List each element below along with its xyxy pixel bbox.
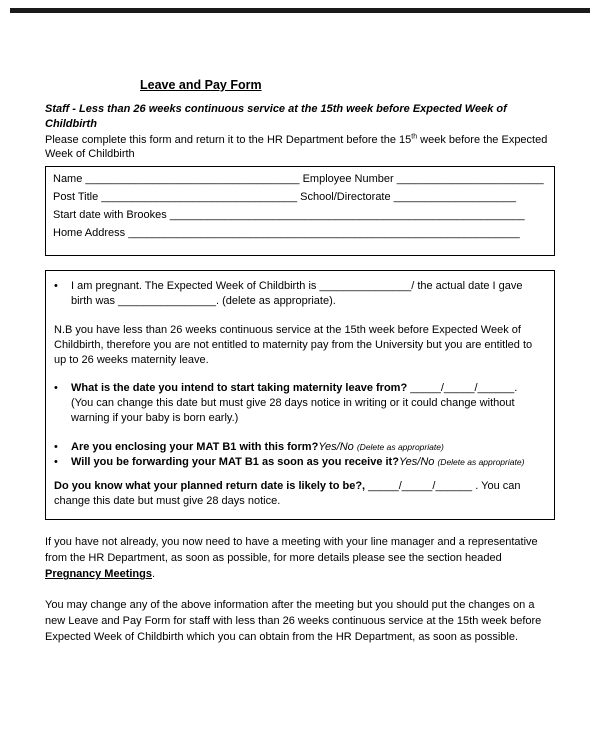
leave-start-date-blanks: _____/_____/______. bbox=[410, 382, 518, 395]
matb1-forward-question: Will you be forwarding your MAT B1 as soon as you receive it? bbox=[71, 455, 399, 468]
delete-as-appropriate-note: (Delete as appropriate) bbox=[437, 456, 525, 467]
pregnancy-statement-after: . (delete as appropriate). bbox=[215, 295, 336, 308]
return-date-paragraph bbox=[54, 479, 546, 509]
home-address-field-line: ________________________________________________________________ bbox=[128, 227, 520, 240]
ordinal-superscript: th bbox=[411, 133, 418, 141]
name-employee-row bbox=[53, 170, 547, 188]
return-date-note: . You can change this date but must give 28 days notice. bbox=[54, 480, 521, 508]
birth-date-blank-line: ________________ bbox=[118, 295, 216, 308]
meeting-paragraph-before: If you have not already, you now need to have a meeting with your line manager and a representative from the HR Department, as soon as possible, for more details please see the section headed bbox=[45, 536, 538, 565]
leave-start-date-text bbox=[71, 381, 546, 427]
ewc-blank-line: _______________ bbox=[319, 280, 412, 293]
page-title-row bbox=[45, 78, 555, 100]
matb1-forward-item bbox=[54, 455, 546, 470]
bullet-icon: • bbox=[54, 382, 58, 395]
post-title-label: Post Title bbox=[53, 191, 102, 204]
home-address-row bbox=[53, 224, 547, 242]
return-date-question: Do you know what your planned return date is likely to be?, bbox=[54, 480, 369, 492]
start-date-field-line: __________________________________________________________ bbox=[169, 209, 525, 222]
matb1-enclosed-question: Are you enclosing your MAT B1 with this form? bbox=[71, 440, 319, 453]
matb1-enclosed-answer bbox=[318, 440, 443, 455]
home-address-label: Home Address bbox=[53, 227, 129, 240]
name-field-line: ___________________________________ bbox=[85, 173, 300, 186]
bullet-icon: • bbox=[54, 280, 58, 293]
bullet-icon: • bbox=[54, 455, 58, 468]
employee-number-label: Employee Number bbox=[299, 173, 397, 186]
post-title-field-line: ________________________________ bbox=[101, 191, 298, 204]
school-directorate-field-line: ____________________ bbox=[393, 191, 517, 204]
return-date-blanks: _____/_____/______ bbox=[368, 480, 473, 492]
yes-no-text: Yes/No bbox=[398, 455, 438, 468]
changes-paragraph: You may change any of the above information after the meeting but you should put the changes on a new Leave and Pay Form for staff with less than 26 weeks continuous service at the 15th week before Expected Week of Childbirth which you can obtain from the HR Department, as soon as possible. bbox=[45, 599, 542, 644]
intro-text bbox=[45, 133, 555, 162]
matb1-enclosed-item bbox=[54, 440, 546, 455]
meeting-paragraph bbox=[45, 535, 555, 583]
page-top-border bbox=[10, 8, 590, 13]
post-school-row bbox=[53, 188, 547, 206]
employee-number-field-line: ________________________ bbox=[396, 173, 544, 186]
school-directorate-label: School/Directorate bbox=[297, 191, 394, 204]
form-subtitle: Staff - Less than 26 weeks continuous service at the 15th week before Expected Week of Childbirth bbox=[45, 103, 507, 130]
pregnancy-meetings-reference: Pregnancy Meetings bbox=[45, 568, 152, 581]
leave-start-date-question: What is the date you intend to start taking maternity leave from? bbox=[71, 382, 411, 395]
pregnancy-statement-mid: / the actual date I gave birth was bbox=[71, 280, 523, 308]
personal-details-box bbox=[45, 166, 555, 256]
leave-start-date-item bbox=[54, 381, 546, 427]
pregnancy-statement-text bbox=[71, 279, 546, 309]
pregnancy-statement-before: I am pregnant. The Expected Week of Childbirth is bbox=[71, 280, 320, 293]
intro-text-after: week before the Expected Week of Childbirth bbox=[45, 133, 548, 160]
leave-start-date-note: (You can change this date but must give 28 days notice in writing or it could change without warning if your baby is born early.) bbox=[71, 397, 515, 425]
matb1-forward-row bbox=[71, 455, 524, 470]
yes-no-text: Yes/No bbox=[318, 440, 357, 453]
pregnancy-statement-item bbox=[54, 279, 546, 309]
matb1-enclosed-row bbox=[71, 440, 444, 455]
start-date-label: Start date with Brookes bbox=[53, 209, 170, 222]
meeting-paragraph-after: . bbox=[151, 568, 156, 581]
matb1-forward-answer bbox=[399, 455, 524, 470]
start-date-row bbox=[53, 206, 547, 224]
bullet-icon: • bbox=[54, 440, 58, 453]
nb-notice-paragraph: N.B you have less than 26 weeks continuous service at the 15th week before Expected Week of Childbirth, therefore you are not entitled to maternity pay from the University but you are entitled to up to 26 weeks maternity leave. bbox=[54, 323, 533, 366]
intro-text-before: Please complete this form and return it to the HR Department before the 15 bbox=[45, 133, 412, 146]
page-title: Leave and Pay Form bbox=[140, 78, 262, 92]
name-label: Name bbox=[53, 173, 86, 186]
delete-as-appropriate-note: (Delete as appropriate) bbox=[356, 441, 444, 452]
maternity-questions-box bbox=[45, 270, 555, 520]
